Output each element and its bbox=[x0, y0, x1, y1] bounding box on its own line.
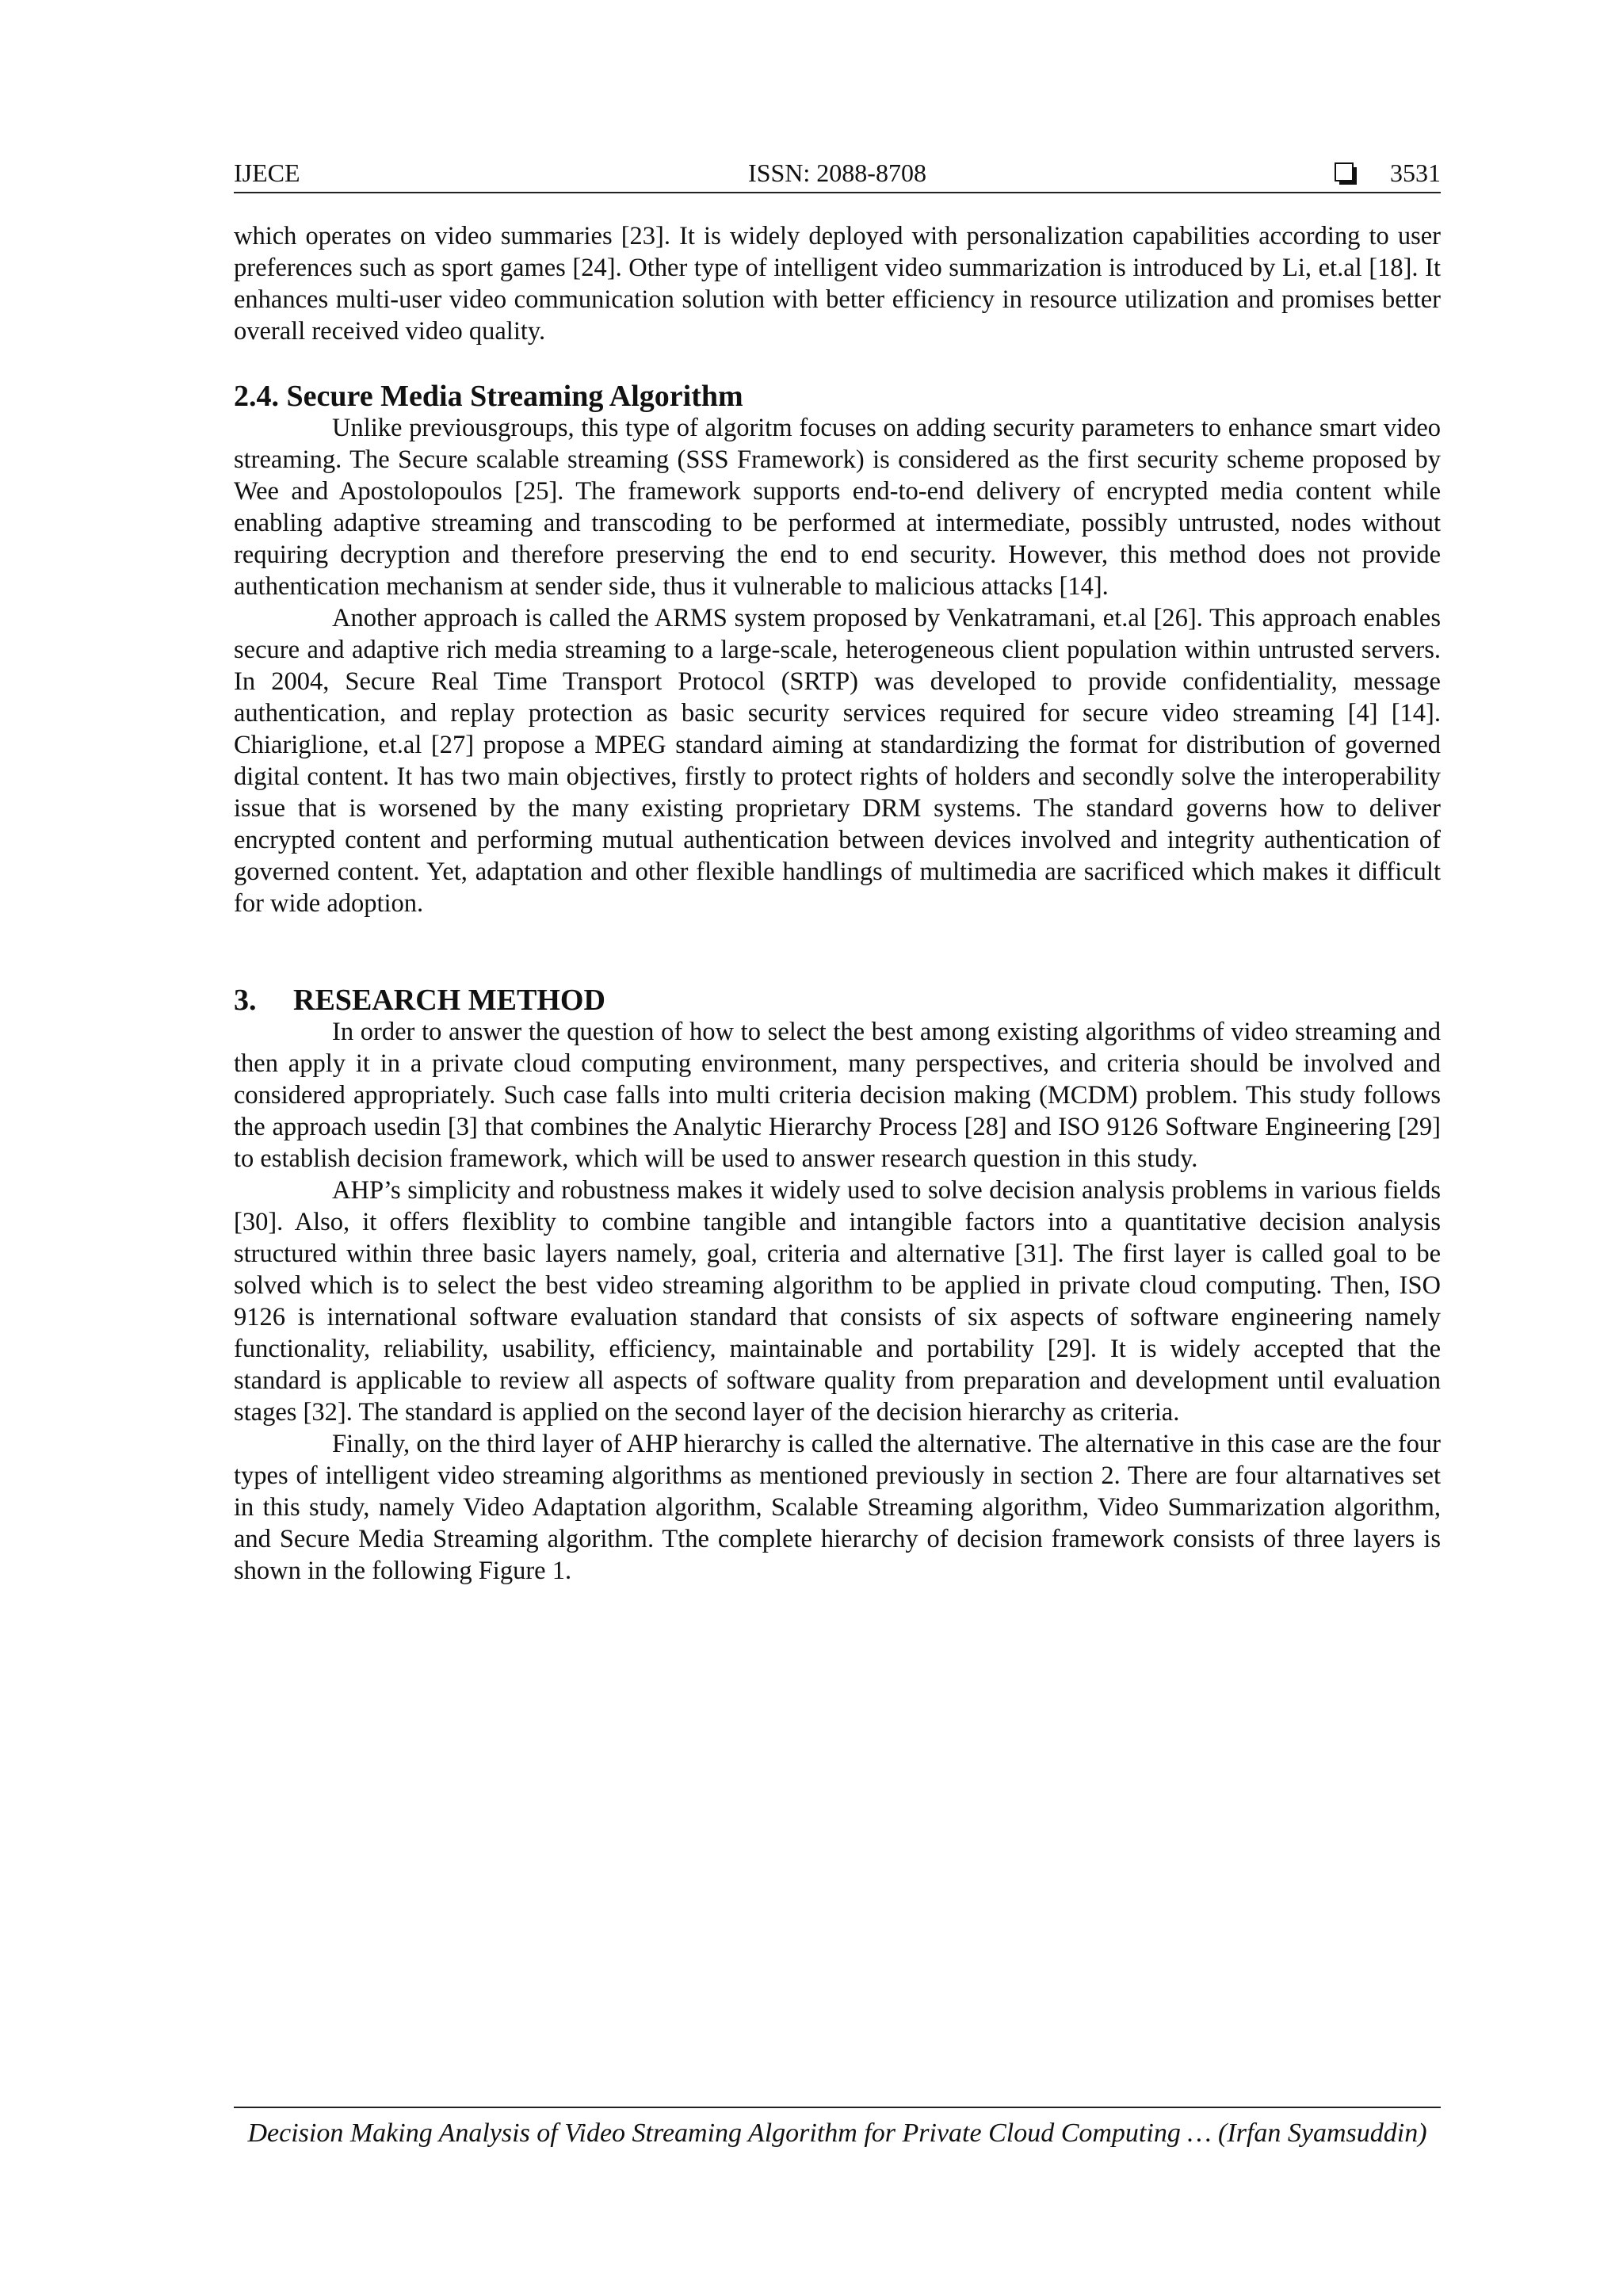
section-3-number: 3. bbox=[234, 984, 257, 1017]
page-body bbox=[234, 220, 1441, 1587]
page-footer: Decision Making Analysis of Video Streaming Algorithm for Private Cloud Computing … (Irfan Syamsuddin) bbox=[234, 2107, 1441, 2151]
section-3-title: RESEARCH METHOD bbox=[293, 984, 605, 1017]
section-3-heading bbox=[234, 984, 1441, 1016]
journal-name: IJECE bbox=[234, 159, 300, 187]
square-box-icon bbox=[1335, 162, 1354, 181]
section-2-4-paragraph-1: Unlike previousgroups, this type of algoritm focuses on adding security parameters to enhance smart video streaming. The Secure scalable streaming (SSS Framework) is considered as the first security scheme proposed by Wee and Apostolopoulos [25]. The framework supports end-to-end delivery of encrypted media content while enabling adaptive streaming and transcoding to be performed at intermediate, possibly untrusted, nodes without requiring decryption and therefore preserving the end to end security. However, this method does not provide authentication mechanism at sender side, thus it vulnerable to malicious attacks [14]. bbox=[234, 414, 1441, 601]
section-3-paragraph-2: AHP’s simplicity and robustness makes it widely used to solve decision analysis problems in various fields [30]. Also, it offers flexiblity to combine tangible and intangible factors into a quantitative decision analysis structured within three basic layers namely, goal, criteria and alternative [31]. The first layer is called goal to be solved which is to select the best video streaming algorithm to be applied in private cloud computing. Then, ISO 9126 is international software evaluation standard that consists of six aspects of software engineering namely functionality, reliability, usability, efficiency, maintainable and portability [29]. It is widely accepted that the standard is applicable to review all aspects of software quality from preparation and development until evaluation stages [32]. The standard is applied on the second layer of the decision hierarchy as criteria. bbox=[234, 1176, 1441, 1427]
section-3-paragraph-1: In order to answer the question of how to select the best among existing algorithms of video streaming and then apply it in a private cloud computing environment, many perspectives, and criteria should be involved and considered appropriately. Such case falls into multi criteria decision making (MCDM) problem. This study follows the approach usedin [3] that combines the Analytic Hierarchy Process [28] and ISO 9126 Software Engineering [29] to establish decision framework, which will be used to answer research question in this study. bbox=[234, 1018, 1441, 1173]
intro-paragraph: which operates on video summaries [23]. It is widely deployed with personalization capabilities according to user preferences such as sport games [24]. Other type of intelligent video summarization is introduced by Li, et.al [18]. It enhances multi-user video communication solution with better efficiency in resource utilization and promises better overall received video quality. bbox=[234, 222, 1441, 346]
page-number: 3531 bbox=[1390, 159, 1441, 187]
section-3-paragraph-3: Finally, on the third layer of AHP hierarchy is called the alternative. The alternative in this case are the four types of intelligent video streaming algorithms as mentioned previously in section 2. There are four altarnatives set in this study, namely Video Adaptation algorithm, Scalable Streaming algorithm, Video Summarization algorithm, and Secure Media Streaming algorithm. Tthe complete hierarchy of decision framework consists of three layers is shown in the following Figure 1. bbox=[234, 1430, 1441, 1585]
section-2-4-paragraph-2: Another approach is called the ARMS system proposed by Venkatramani, et.al [26]. This approach enables secure and adaptive rich media streaming to a large-scale, heterogeneous client population within untrusted servers. In 2004, Secure Real Time Transport Protocol (SRTP) was developed to provide confidentiality, message authentication, and replay protection as basic security services required for secure video streaming [4] [14]. Chiariglione, et.al [27] propose a MPEG standard aiming at standardizing the format for distribution of governed digital content. It has two main objectives, firstly to protect rights of holders and secondly solve the interoperability issue that is worsened by the many existing proprietary DRM systems. The standard governs how to deliver encrypted content and performing mutual authentication between devices involved and integrity authentication of governed content. Yet, adaptation and other flexible handlings of multimedia are sacrificed which makes it difficult for wide adoption. bbox=[234, 604, 1441, 918]
page-header bbox=[234, 154, 1441, 193]
section-2-4-title: 2.4. Secure Media Streaming Algorithm bbox=[234, 380, 743, 413]
issn-number: ISSN: 2088-8708 bbox=[748, 159, 926, 187]
